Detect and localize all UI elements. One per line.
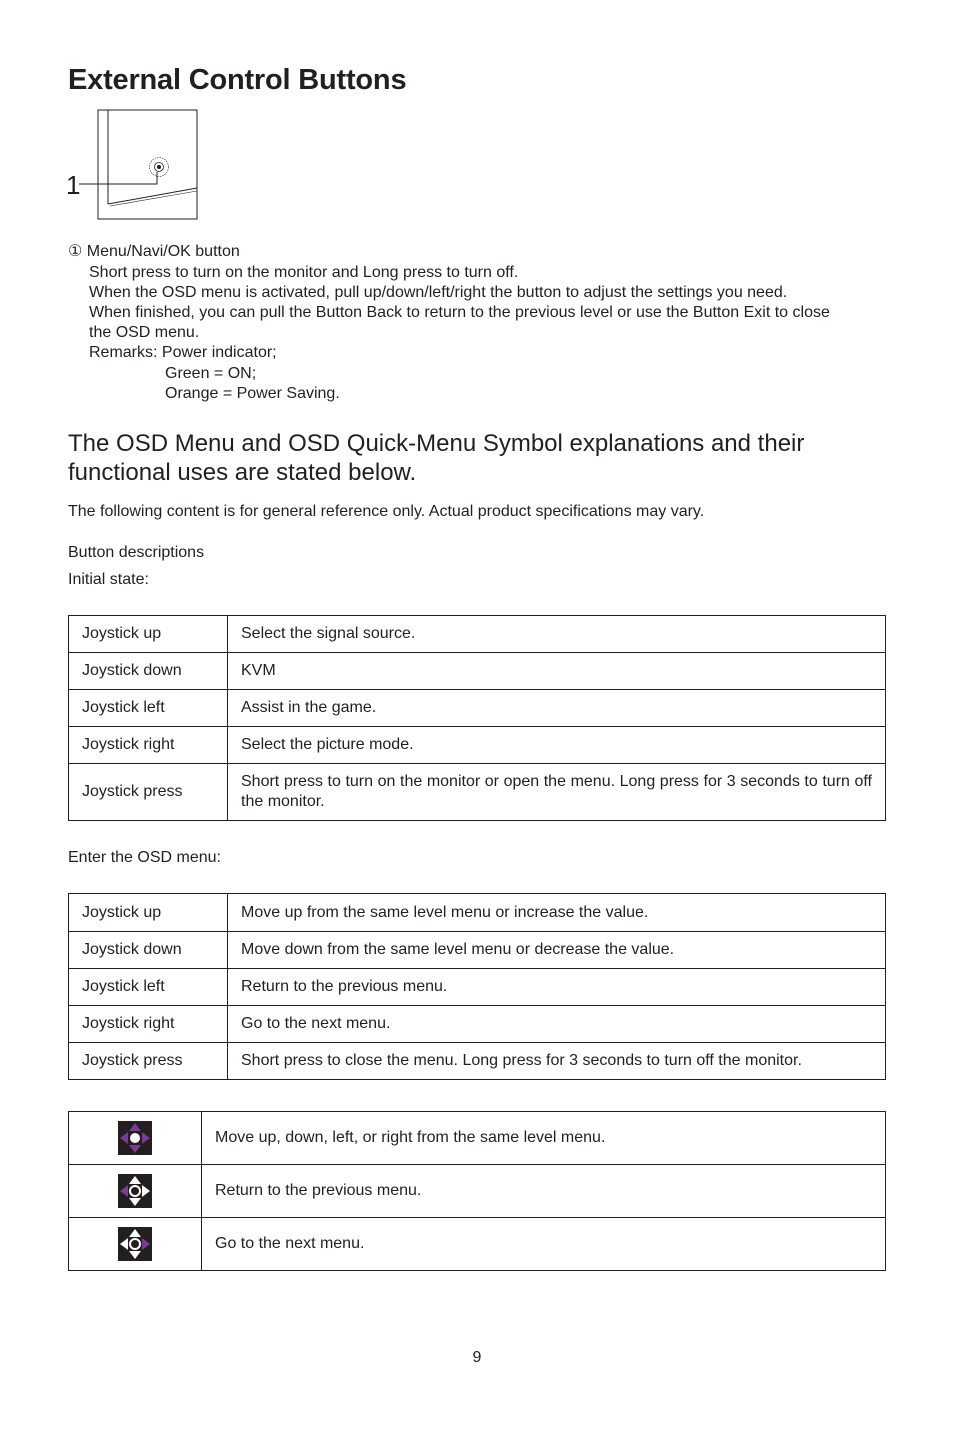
table-row bbox=[69, 1006, 886, 1043]
table-row bbox=[69, 653, 886, 690]
item-marker: ① bbox=[68, 243, 83, 260]
page-title: External Control Buttons bbox=[68, 64, 407, 96]
table-row bbox=[69, 894, 886, 932]
monitor-button-diagram bbox=[64, 104, 204, 224]
joystick-left-icon bbox=[118, 1174, 152, 1208]
callout-number: 1 bbox=[66, 170, 81, 200]
disclaimer: The following content is for general reference only. Actual product specifications may vary. bbox=[68, 503, 705, 520]
table-key: Joystick press bbox=[69, 1043, 228, 1080]
joystick-icon-table bbox=[68, 1111, 886, 1271]
table-row bbox=[69, 1043, 886, 1080]
table-key: Joystick up bbox=[69, 616, 228, 653]
button-descriptions-label: Button descriptions bbox=[68, 544, 205, 561]
table-value: Assist in the game. bbox=[228, 690, 886, 727]
joystick-right-icon bbox=[118, 1227, 152, 1261]
table-row bbox=[69, 690, 886, 727]
table-value: Move down from the same level menu or decrease the value. bbox=[228, 932, 886, 969]
table-row bbox=[69, 616, 886, 653]
page-number: 9 bbox=[472, 1349, 482, 1366]
osd-menu-table bbox=[68, 893, 886, 1080]
menu-button-heading bbox=[68, 242, 240, 262]
table-value: Go to the next menu. bbox=[228, 1006, 886, 1043]
desc-line: the OSD menu. bbox=[89, 324, 200, 341]
remark-green: Green = ON; bbox=[165, 365, 257, 382]
item-label: Menu/Navi/OK button bbox=[86, 243, 240, 260]
table-value: Select the picture mode. bbox=[228, 727, 886, 764]
initial-state-table bbox=[68, 615, 886, 821]
table-value: Short press to close the menu. Long press for 3 seconds to turn off the monitor. bbox=[228, 1043, 886, 1080]
table-row bbox=[69, 727, 886, 764]
table-row bbox=[69, 1165, 886, 1218]
joystick-all-directions-icon bbox=[118, 1121, 152, 1155]
table-value: Select the signal source. bbox=[228, 616, 886, 653]
table-row bbox=[69, 969, 886, 1006]
table-key: Joystick up bbox=[69, 894, 228, 932]
table-key: Joystick left bbox=[69, 969, 228, 1006]
remarks-label: Remarks: Power indicator; bbox=[89, 344, 277, 361]
table-value: Return to the previous menu. bbox=[202, 1165, 886, 1218]
table-row bbox=[69, 932, 886, 969]
table-key: Joystick left bbox=[69, 690, 228, 727]
table-row bbox=[69, 764, 886, 821]
table-key: Joystick press bbox=[69, 764, 228, 821]
initial-state-label: Initial state: bbox=[68, 571, 149, 588]
table-value: Short press to turn on the monitor or open the menu. Long press for 3 seconds to turn off the monitor. bbox=[228, 764, 886, 821]
desc-line: Short press to turn on the monitor and Long press to turn off. bbox=[89, 264, 519, 281]
table-key: Joystick down bbox=[69, 653, 228, 690]
osd-menu-label: Enter the OSD menu: bbox=[68, 849, 221, 866]
table-value: KVM bbox=[228, 653, 886, 690]
table-row bbox=[69, 1112, 886, 1165]
section-heading: The OSD Menu and OSD Quick-Menu Symbol explanations and their functional uses are stated below. bbox=[68, 430, 805, 486]
table-value: Go to the next menu. bbox=[202, 1218, 886, 1271]
desc-line: When the OSD menu is activated, pull up/down/left/right the button to adjust the settings you need. bbox=[89, 284, 788, 301]
table-key: Joystick right bbox=[69, 1006, 228, 1043]
table-key: Joystick down bbox=[69, 932, 228, 969]
table-key: Joystick right bbox=[69, 727, 228, 764]
desc-line: When finished, you can pull the Button Back to return to the previous level or use the Button Exit to close bbox=[89, 304, 830, 321]
remark-orange: Orange = Power Saving. bbox=[165, 385, 340, 402]
table-value: Return to the previous menu. bbox=[228, 969, 886, 1006]
table-row bbox=[69, 1218, 886, 1271]
table-value: Move up from the same level menu or increase the value. bbox=[228, 894, 886, 932]
table-value: Move up, down, left, or right from the same level menu. bbox=[202, 1112, 886, 1165]
